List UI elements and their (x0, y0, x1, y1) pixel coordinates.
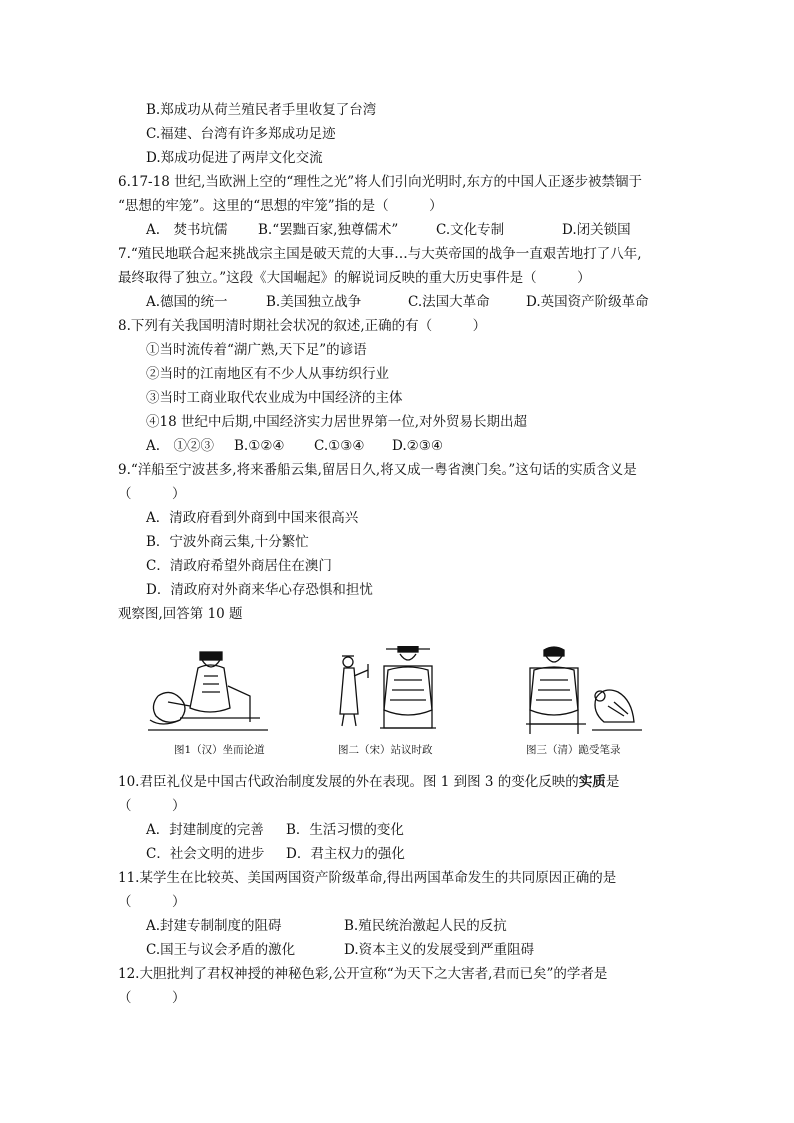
q10-intro: 观察图,回答第 10 题 (118, 606, 243, 622)
q11-option-a: A.封建专制制度的阻碍 (146, 918, 282, 934)
q7-stem-line2: 最终取得了独立。”这段《大国崛起》的解说词反映的重大历史事件是（ ） (118, 270, 591, 286)
q10-stem-part1: 10.君臣礼仪是中国古代政治制度发展的外在表现。图 1 到图 3 的变化反映的 (118, 774, 579, 790)
q6-option-c: C.文化专制 (436, 222, 505, 238)
q6-option-d: D.闭关锁国 (562, 222, 631, 238)
figure-caption-3: 图三（清）跪受笔录 (526, 744, 621, 756)
q11-option-d: D.资本主义的发展受到严重阻碍 (344, 942, 535, 958)
q9-option-a: A．清政府看到外商到中国来很高兴 (146, 510, 359, 526)
q9-option-c: C．清政府希望外商居住在澳门 (146, 558, 332, 574)
q10-stem-line2: （ ） (118, 798, 186, 814)
figure-caption-2: 图二（宋）站议时政 (338, 744, 433, 756)
q8-statement-3: ③当时工商业取代农业成为中国经济的主体 (146, 390, 403, 406)
q10-option-d: D．君主权力的强化 (286, 846, 405, 862)
q7-option-c: C.法国大革命 (408, 294, 490, 310)
q8-option-c: C.①③④ (314, 438, 365, 454)
q11-stem-line1: 11.某学生在比较英、美国两国资产阶级革命,得出两国革命发生的共同原因正确的是 (118, 870, 617, 886)
q8-statement-1: ①当时流传着“湖广熟,天下足”的谚语 (146, 342, 367, 358)
figure-qing-illustration (518, 646, 658, 738)
figure-han-illustration (140, 646, 280, 738)
q8-statement-2: ②当时的江南地区有不少人从事纺织行业 (146, 366, 389, 382)
q5-option-d: D.郑成功促进了两岸文化交流 (146, 150, 323, 166)
q8-stem: 8.下列有关我国明清时期社会状况的叙述,正确的有（ ） (118, 318, 487, 334)
q6-stem-line1: 6.17-18 世纪,当欧洲上空的“理性之光”将人们引向光明时,东方的中国人正逐步被禁锢于 (118, 174, 642, 190)
q10-stem-emphasis: 实质 (578, 774, 606, 790)
q10-stem-line1 (118, 773, 619, 791)
q10-option-a: A．封建制度的完善 (146, 822, 264, 838)
q7-option-a: A.德国的统一 (146, 294, 228, 310)
q6-stem-line2: “思想的牢笼”。这里的“思想的牢笼”指的是（ ） (118, 198, 443, 214)
q11-stem-line2: （ ） (118, 894, 186, 910)
q10-stem-part3: 是 (605, 774, 620, 790)
q6-option-a: A. 焚书坑儒 (146, 222, 228, 238)
q6-option-b: B.“罢黜百家,独尊儒术” (258, 222, 399, 238)
q7-option-d: D.英国资产阶级革命 (526, 294, 649, 310)
q9-option-b: B．宁波外商云集,十分繁忙 (146, 534, 309, 550)
q11-option-b: B.殖民统治激起人民的反抗 (344, 918, 507, 934)
q9-option-d: D．清政府对外商来华心存恐惧和担忧 (146, 582, 373, 598)
q9-stem-line2: （ ） (118, 486, 186, 502)
q8-statement-4: ④18 世纪中后期,中国经济实力居世界第一位,对外贸易长期出超 (146, 414, 528, 430)
figure-group (140, 646, 660, 756)
figure-song-illustration (328, 646, 468, 738)
figure-caption-1: 图1（汉）坐而论道 (174, 744, 265, 756)
q12-stem-line2: （ ） (118, 990, 186, 1006)
q8-option-b: B.①②④ (234, 438, 285, 454)
q10-option-c: C．社会文明的进步 (146, 846, 265, 862)
q8-option-d: D.②③④ (392, 438, 443, 454)
q7-stem-line1: 7.“殖民地联合起来挑战宗主国是破天荒的大事…与大英帝国的战争一直艰苦地打了八年, (118, 246, 642, 262)
q12-stem-line1: 12.大胆批判了君权神授的神秘色彩,公开宣称“为天下之大害者,君而已矣”的学者是 (118, 966, 608, 982)
q11-option-c: C.国王与议会矛盾的激化 (146, 942, 296, 958)
q9-stem-line1: 9.“洋船至宁波甚多,将来番船云集,留居日久,将又成一粤省澳门矣。”这句话的实质含义是 (118, 462, 637, 478)
q5-option-b: B.郑成功从荷兰殖民者手里收复了台湾 (146, 102, 377, 118)
q8-option-a: A. ①②③ (146, 438, 215, 454)
q7-option-b: B.美国独立战争 (266, 294, 362, 310)
q10-option-b: B．生活习惯的变化 (286, 822, 404, 838)
q5-option-c: C.福建、台湾有许多郑成功足迹 (146, 126, 336, 142)
